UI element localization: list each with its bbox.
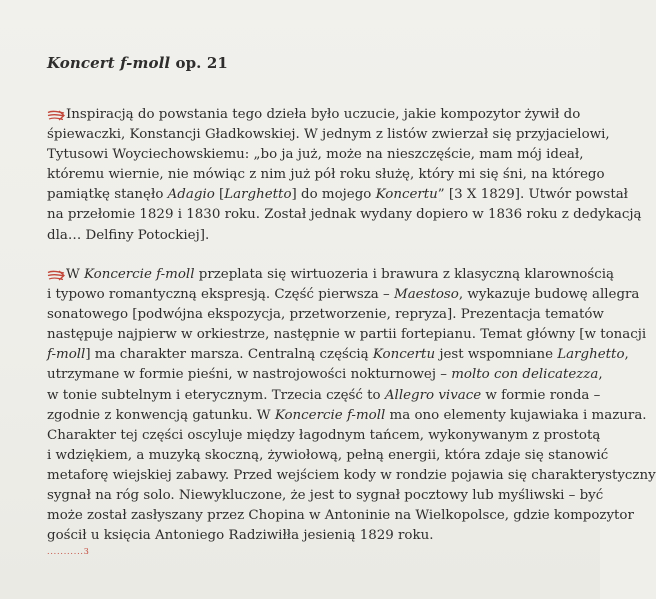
text-line bbox=[47, 386, 601, 406]
text-line bbox=[47, 345, 629, 365]
text-line: któremu wiernie, nie mówiąc z nim już pół roku służę, który mi się śni, na którego bbox=[47, 167, 605, 183]
text-run: w formie ronda – bbox=[481, 387, 601, 403]
title-work: Koncert f-moll bbox=[47, 54, 171, 72]
text-run: pamiątkę stanęło bbox=[47, 187, 168, 203]
text-run-italic: f-moll bbox=[47, 347, 86, 363]
text-run-italic: molto con delicatezza bbox=[451, 367, 599, 383]
text-line bbox=[47, 185, 629, 205]
text-run: , bbox=[624, 347, 629, 363]
text-line: sygnał na róg solo. Niewykluczone, że jest to sygnał pocztowy lub myśliwski – być bbox=[47, 488, 604, 504]
text-line bbox=[47, 265, 615, 285]
text-line: następuje najpierw w orkiestrze, następnie w partii fortepianu. Temat główny [w tonacji bbox=[47, 327, 647, 343]
text-run: przeplata się wirtuozeria i brawura z klasyczną klarownością bbox=[194, 267, 615, 282]
text-line bbox=[47, 285, 640, 305]
text-line: dla… Delfiny Potockiej]. bbox=[47, 227, 210, 243]
text-line: może został zasłyszany przez Chopina w Antoninie na Wielkopolsce, gdzie kompozytor bbox=[47, 508, 634, 524]
text-run-italic: Allegro vivace bbox=[384, 387, 482, 403]
text-line: i wdziękiem, a muzyką skoczną, żywiołową, pełną energii, która zdaje się stanowić bbox=[47, 447, 609, 463]
text-line: metaforę wiejskiej zabawy. Przed wejściem kody w rondzie pojawia się charakterystyczny bbox=[47, 467, 656, 483]
text-run: zgodnie z konwencją gatunku. W bbox=[47, 407, 275, 423]
text-line: gościł u księcia Antoniego Radziwiłła jesienią 1829 roku. bbox=[47, 528, 434, 544]
text-run: ma ono elementy kujawiaka i mazura. bbox=[385, 407, 647, 423]
text-run-italic: Larghetto bbox=[557, 347, 625, 363]
text-run-italic: Koncercie f-moll bbox=[274, 407, 386, 423]
text-run: [ bbox=[214, 187, 225, 203]
text-line bbox=[47, 365, 603, 385]
text-run: ] ma charakter marsza. Centralną częścią bbox=[85, 347, 373, 363]
text-run-italic: Adagio bbox=[167, 187, 215, 203]
text-run: , bbox=[598, 367, 603, 383]
page-number-value: 3 bbox=[83, 547, 90, 556]
text-line bbox=[47, 406, 647, 426]
text-line: sonatowego [podwójna ekspozycja, przetworzenie, repryza]. Prezentacja tematów bbox=[47, 307, 604, 323]
text-run: utrzymane w formie pieśni, w nastrojowości nokturnowej – bbox=[47, 367, 452, 383]
text-run-italic: Koncercie f-moll bbox=[84, 267, 195, 282]
text-line: Inspiracją do powstania tego dzieła było uczucie, jakie kompozytor żywił do bbox=[66, 107, 581, 122]
title-opus: op. 21 bbox=[170, 54, 228, 72]
text-run-italic: Maestoso bbox=[393, 287, 459, 303]
text-line: na przełomie 1829 i 1830 roku. Został jednak wydany dopiero w 1836 roku z dedykacją bbox=[47, 207, 642, 223]
text-line: Charakter tej części oscyluje między łagodnym tańcem, wykonywanym z prostotą bbox=[47, 427, 601, 443]
page-title bbox=[47, 54, 228, 72]
text-run: ] do mojego bbox=[291, 187, 376, 203]
text-run: , wykazuje budowę allegra bbox=[458, 287, 640, 303]
text-run-italic: Larghetto bbox=[224, 187, 292, 203]
text-run: i typowo romantyczną ekspresją. Część pierwsza – bbox=[47, 287, 394, 303]
paragraph-inspiration bbox=[47, 105, 642, 246]
text-line: śpiewaczki, Konstancji Gładkowskiej. W jednym z listów zwierzał się przyjacielowi, bbox=[47, 127, 610, 143]
page-number-leader: ........... bbox=[47, 547, 84, 556]
page-number bbox=[47, 547, 89, 556]
text-run: jest wspomniane bbox=[435, 347, 558, 363]
paragraph-analysis bbox=[47, 265, 656, 546]
text-run: W bbox=[66, 267, 85, 282]
text-run-italic: Koncertu bbox=[372, 347, 436, 363]
text-run: w tonie subtelnym i eterycznym. Trzecia część to bbox=[47, 387, 385, 403]
text-run: ” [3 X 1829]. Utwór powstał bbox=[437, 187, 629, 203]
text-line: Tytusowi Woyciechowskiemu: „bo ja już, może na nieszczęście, mam mój ideał, bbox=[47, 147, 584, 163]
text-run-italic: Koncertu bbox=[375, 187, 438, 203]
